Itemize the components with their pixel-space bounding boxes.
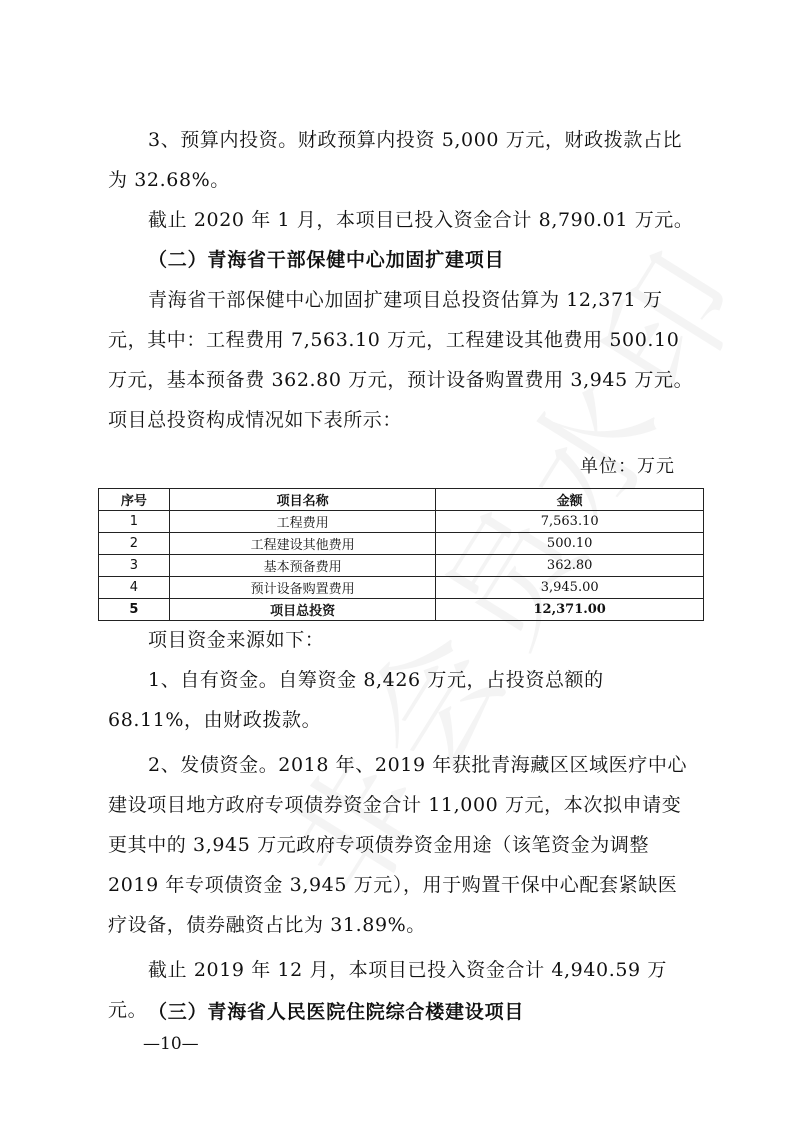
cell-name: 基本预备费用 [169,555,435,577]
paragraph-invested-2019: 截止 2019 年 12 月，本项目已投入资金合计 4,940.59 万元。 [108,959,667,1021]
cell-amount: 3,945.00 [436,577,704,599]
paragraph-bond-funds: 2、发债资金。2018 年、2019 年获批青海藏区区域医疗中心建设项目地方政府专项债券资金合计 11,000 万元，本次拟申请变更其中的 3,945 万元政府专项债券资金用途（该笔资金为调整 2019 年专项债资金 3,945 万元），用于购置干保中心配套紧缺医疗设备，债券融资占比为 31.89%。 [108,754,688,936]
cell-no: 2 [99,533,170,555]
cell-no: 4 [99,577,170,599]
section-heading-2: （二）青海省干部保健中心加固扩建项目 [148,249,505,271]
table-total-row [99,599,704,621]
table-row [99,533,704,555]
paragraph-budget-investment: 3、预算内投资。财政预算内投资 5,000 万元，财政拨款占比为 32.68%。 [108,129,683,191]
section-heading-3: （三）青海省人民医院住院综合楼建设项目 [148,1001,525,1023]
paragraph-own-funds: 1、自有资金。自筹资金 8,426 万元，占投资总额的 68.11%，由财政拨款。 [108,669,604,731]
cell-name: 工程建设其他费用 [169,533,435,555]
paragraph-invested-2020: 截止 2020 年 1 月，本项目已投入资金合计 8,790.01 万元。 [148,209,694,231]
cell-name: 预计设备购置费用 [169,577,435,599]
cell-name: 工程费用 [169,511,435,533]
table-header-row [99,489,704,511]
page-number: —10— [143,1034,199,1054]
investment-table [98,488,704,621]
header-name: 项目名称 [169,489,435,511]
cell-no: 1 [99,511,170,533]
cell-amount: 500.10 [436,533,704,555]
paragraph-total-investment: 青海省干部保健中心加固扩建项目总投资估算为 12,371 万元，其中：工程费用 7,563.10 万元，工程建设其他费用 500.10 万元，基本预备费 362.80 万元，预计设备购置费用 3,945 万元。项目总投资构成情况如下表所示： [108,289,694,431]
paragraph-funding-sources: 项目资金来源如下： [148,629,325,651]
table-row [99,511,704,533]
header-amount: 金额 [436,489,704,511]
table-row [99,577,704,599]
cell-amount: 12,371.00 [436,599,704,621]
cell-no: 5 [99,599,170,621]
cell-no: 3 [99,555,170,577]
header-no: 序号 [99,489,170,511]
table-row [99,555,704,577]
cell-amount: 362.80 [436,555,704,577]
unit-label: 单位：万元 [580,456,675,477]
cell-amount: 7,563.10 [436,511,704,533]
cell-name: 项目总投资 [169,599,435,621]
